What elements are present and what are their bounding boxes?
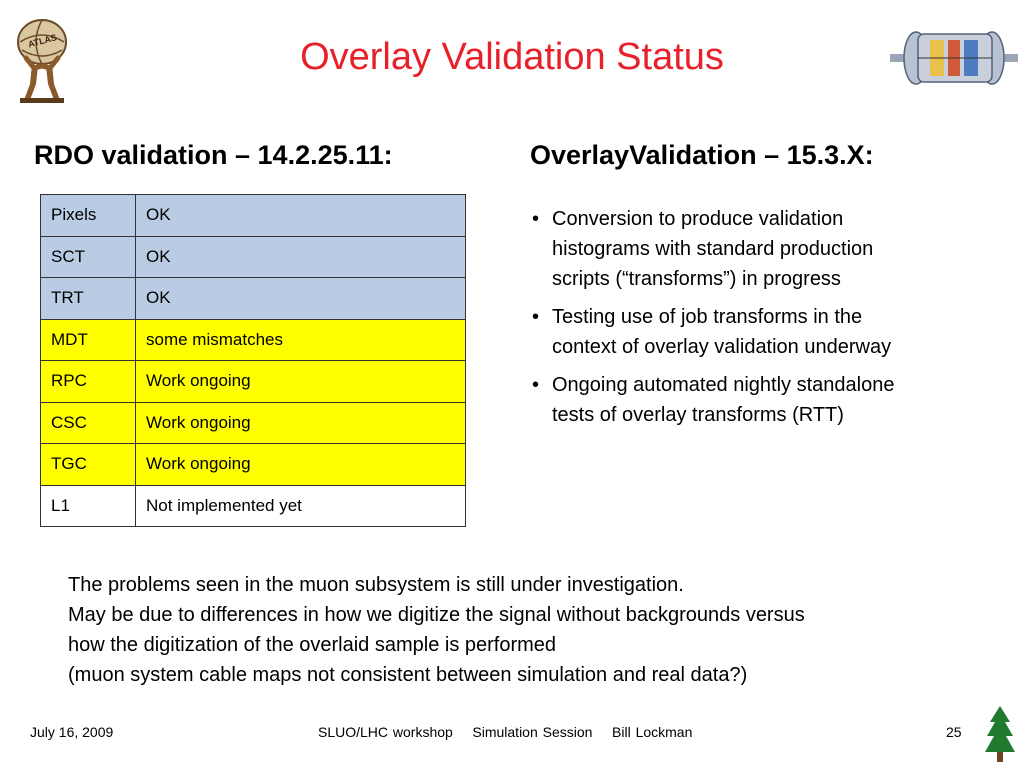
status-cell: OK [136,278,466,320]
table-row [41,319,466,361]
bullet-line: scripts (“transforms”) in progress [552,268,841,290]
footer-event: SLUO/LHC workshop Simulation Session Bill Lockman [318,724,693,740]
slide-title: Overlay Validation Status [300,36,724,78]
subsystem-cell: Pixels [41,195,136,237]
subsystem-cell: CSC [41,402,136,444]
status-cell: Not implemented yet [136,485,466,527]
bullet-line: context of overlay validation underway [552,336,892,358]
subsystem-cell: TRT [41,278,136,320]
bullet-icon: • [532,374,540,396]
list-item [530,204,970,294]
status-cell: some mismatches [136,319,466,361]
status-cell: Work ongoing [136,402,466,444]
table-row [41,195,466,237]
bullet-line: Conversion to produce validation [552,208,844,230]
overlay-validation-bullets [530,204,970,438]
bullet-line: Ongoing automated nightly standalone [552,374,895,396]
status-cell: Work ongoing [136,361,466,403]
rdo-validation-heading: RDO validation – 14.2.25.11: [34,140,393,170]
subsystem-cell: TGC [41,444,136,486]
table-row [41,485,466,527]
list-item [530,302,970,362]
subsystem-cell: L1 [41,485,136,527]
bullet-icon: • [532,306,540,328]
bullet-icon: • [532,208,540,230]
note-line: The problems seen in the muon subsystem is still under investigation. [68,574,684,596]
status-cell: OK [136,195,466,237]
pine-tree-icon [984,706,1016,762]
table-row [41,444,466,486]
validation-status-table [40,194,466,527]
table-row [41,361,466,403]
table-row [41,236,466,278]
note-line: how the digitization of the overlaid sample is performed [68,634,557,656]
list-item [530,370,970,430]
bullet-line: histograms with standard production [552,238,874,260]
status-cell: OK [136,236,466,278]
note-line: May be due to differences in how we digitize the signal without backgrounds versus [68,604,805,626]
note-line: (muon system cable maps not consistent between simulation and real data?) [68,664,748,686]
overlay-validation-heading: OverlayValidation – 15.3.X: [530,140,874,170]
investigation-note [68,570,968,690]
page-number: 25 [946,724,962,740]
subsystem-cell: RPC [41,361,136,403]
table-row [41,278,466,320]
subsystem-cell: SCT [41,236,136,278]
status-cell: Work ongoing [136,444,466,486]
footer-date: July 16, 2009 [30,724,114,740]
subsystem-cell: MDT [41,319,136,361]
bullet-line: Testing use of job transforms in the [552,306,863,328]
svg-text:ATLAS: ATLAS [26,32,58,50]
table-row [41,402,466,444]
bullet-line: tests of overlay transforms (RTT) [552,404,844,426]
